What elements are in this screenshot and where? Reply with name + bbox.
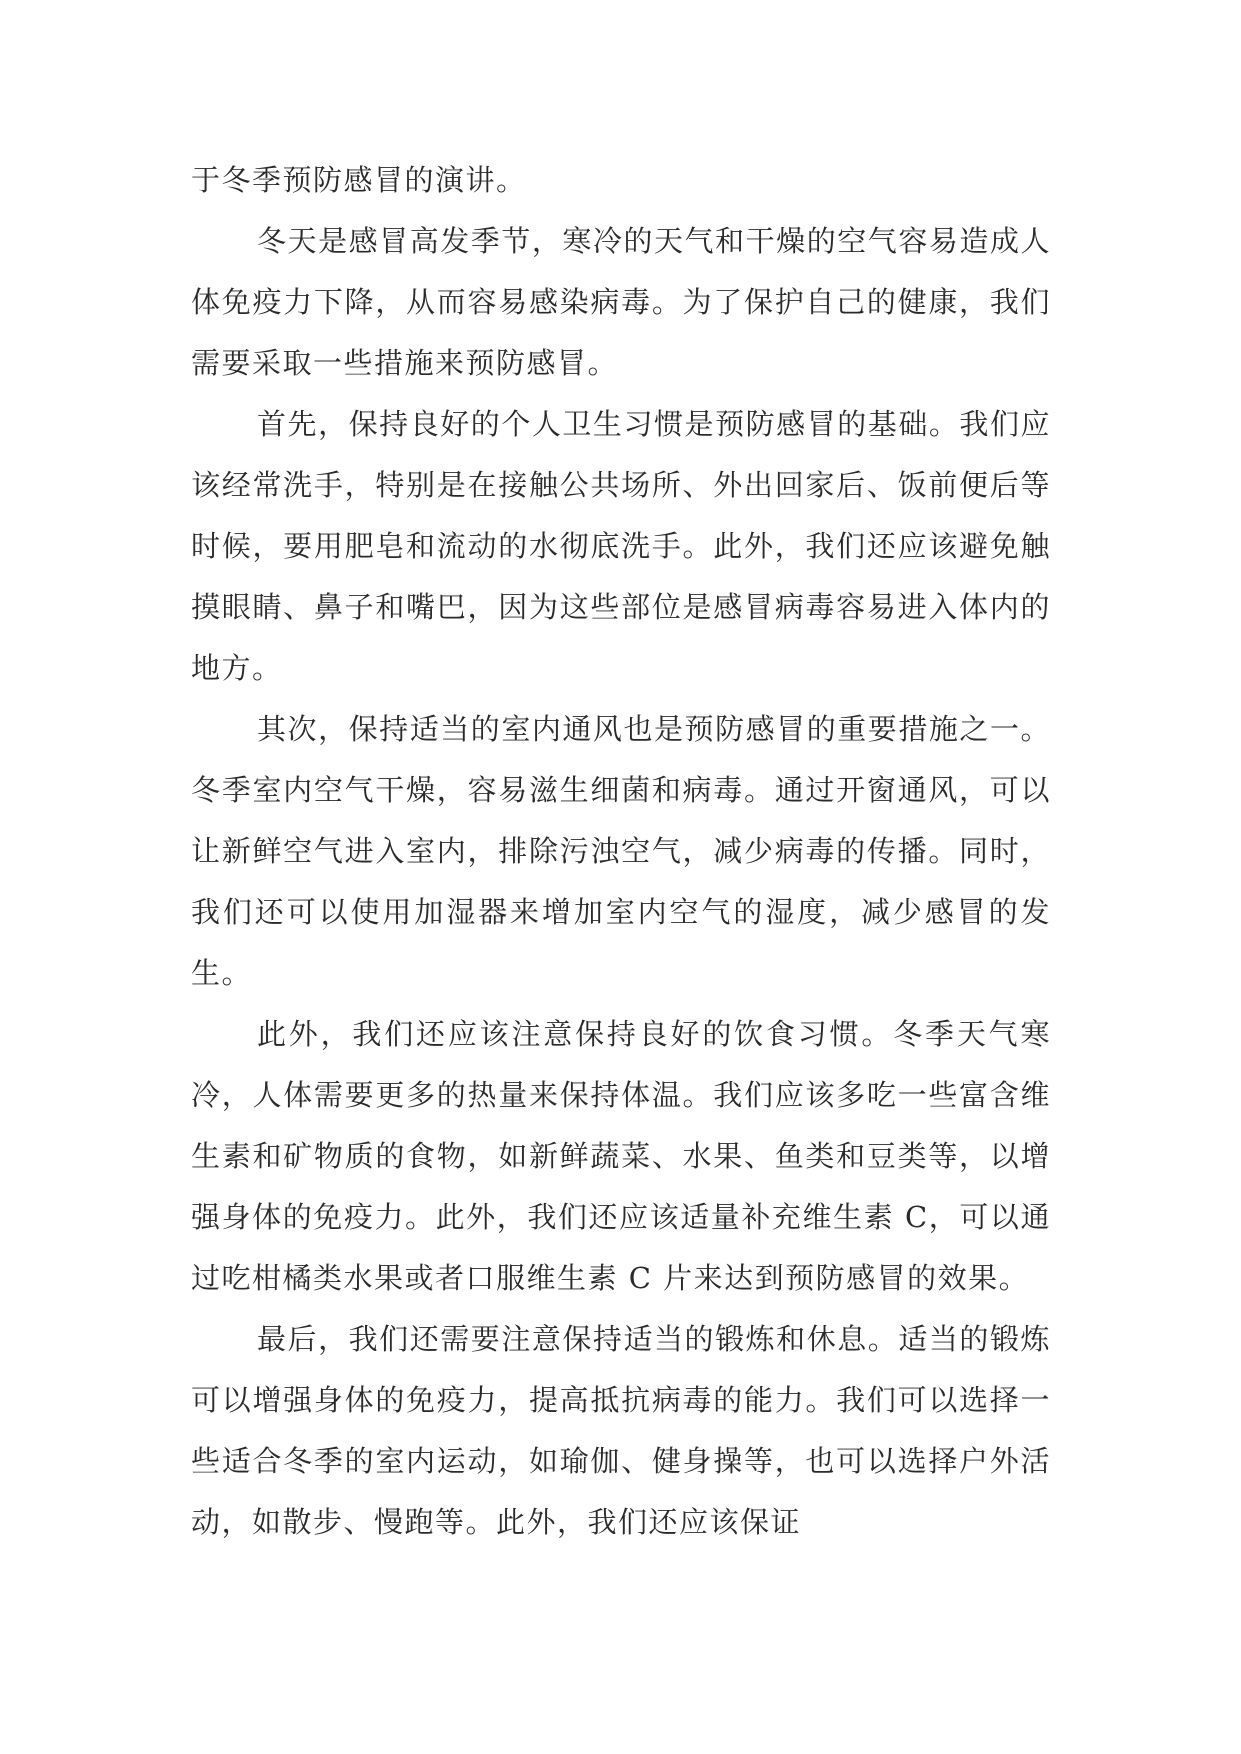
paragraph-exercise: 最后，我们还需要注意保持适当的锻炼和休息。适当的锻炼可以增强身体的免疫力，提高抵抗病毒的能力。我们可以选择一些适合冬季的室内运动，如瑜伽、健身操等，也可以选择户外活动，如散步、慢跑等。此外，我们还应该保证 [191,1322,1051,1539]
paragraph-continuation: 于冬季预防感冒的演讲。 [191,163,527,197]
paragraph-ventilation: 其次，保持适当的室内通风也是预防感冒的重要措施之一。冬季室内空气干燥，容易滋生细菌和病毒。通过开窗通风，可以让新鲜空气进入室内，排除污浊空气，减少病毒的传播。同时，我们还可以使用加湿器来增加室内空气的湿度，减少感冒的发生。 [191,712,1051,990]
paragraph-intro: 冬天是感冒高发季节，寒冷的天气和干燥的空气容易造成人体免疫力下降，从而容易感染病毒。为了保护自己的健康，我们需要采取一些措施来预防感冒。 [191,224,1051,380]
paragraph-diet: 此外，我们还应该注意保持良好的饮食习惯。冬季天气寒冷，人体需要更多的热量来保持体温。我们应该多吃一些富含维生素和矿物质的食物，如新鲜蔬菜、水果、鱼类和豆类等，以增强身体的免疫力。此外，我们还应该适量补充维生素 C，可以通过吃柑橘类水果或者口服维生素 C 片来达到预防感冒的效果。 [191,1017,1051,1295]
paragraph-hygiene: 首先，保持良好的个人卫生习惯是预防感冒的基础。我们应该经常洗手，特别是在接触公共场所、外出回家后、饭前便后等时候，要用肥皂和流动的水彻底洗手。此外，我们还应该避免触摸眼睛、鼻子和嘴巴，因为这些部位是感冒病毒容易进入体内的地方。 [191,407,1051,685]
document-body [191,150,1051,1553]
